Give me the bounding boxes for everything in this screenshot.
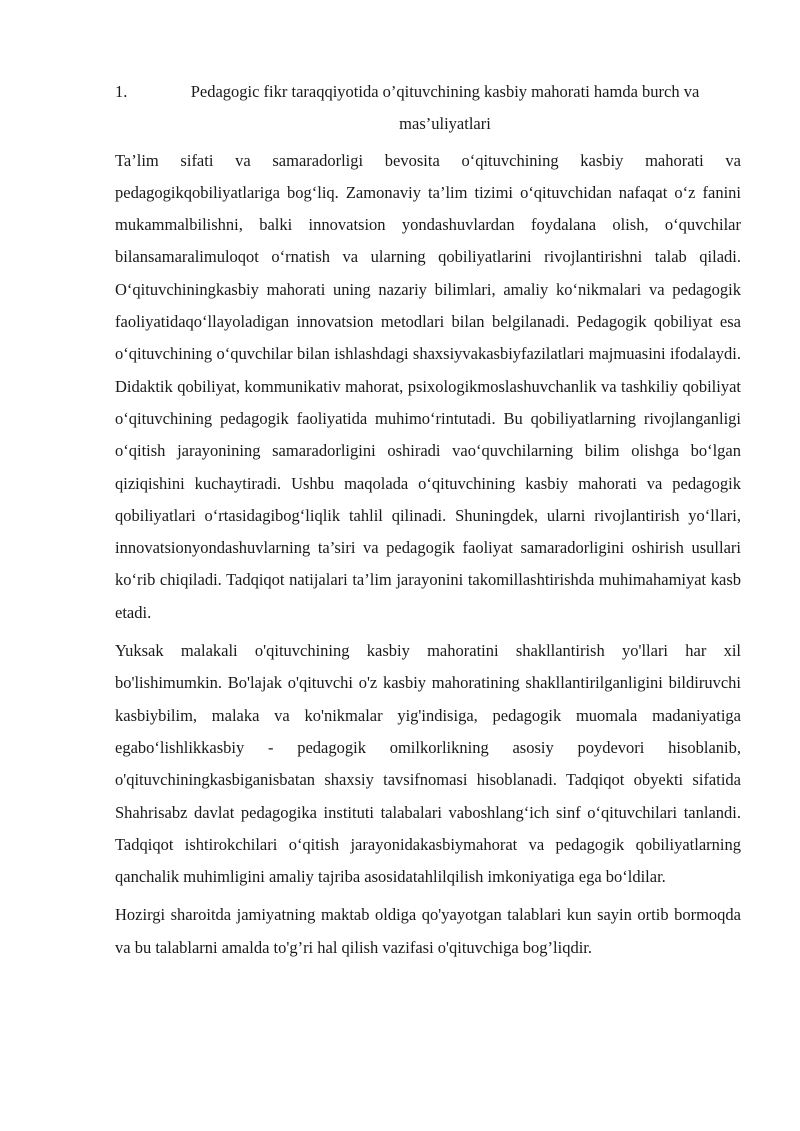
paragraph-3: Hozirgi sharoitda jamiyatning maktab oldiga qo'yayotgan talablari kun sayin ortib bormoqda va bu talablarni amalda to'g’ri hal qilish vazifasi o'qituvchiga bog’liqdir. xyxy=(115,905,741,957)
paragraph-2: Yuksak malakali o'qituvchining kasbiy mahoratini shakllantirish yo'llari har xil bo'lishimumkin. Bo'lajak o'qituvchi o'z kasbiy mahoratining shakllantirilganligini bildiruvchi kasbiybilim, malaka va ko'nikmalar yig'indisiga, pedagogik muomala madaniyatiga egabo‘lishlikkasbiy - pedagogik omilkorlikning asosiy poydevori hisoblanib, o'qituvchiningkasbiganisbatan shaxsiy tavsifnomasi hisoblanadi. Tadqiqot obyekti sifatida Shahrisabz davlat pedagogika instituti talabalari vaboshlang‘ich sinf o‘qituvchilari tanlandi. Tadqiqot ishtirokchilari o‘qitish jarayonidakasbiymahorat va pedagogik qobiliyatlarning qanchalik muhimligini amaliy tajriba asosidatahlilqilish imkoniyatiga ega bo‘ldilar. xyxy=(115,641,741,887)
paragraph-1: Ta’lim sifati va samaradorligi bevosita o‘qituvchining kasbiy mahorati va pedagogikqobiliyatlariga bog‘liq. Zamonaviy ta’lim tizimi o‘qituvchidan nafaqat o‘z fanini mukammalbilishni, balki innovatsion yondashuvlardan foydalana olish, o‘quvchilar bilansamaralimuloqot o‘rnatish va ularning qobiliyatlarini rivojlantirishni talab qiladi. O‘qituvchiningkasbiy mahorati uning nazariy bilimlari, amaliy ko‘nikmalari va pedagogik faoliyatidaqo‘llayoladigan innovatsion metodlari bilan belgilanadi. Pedagogik qobiliyat esa o‘qituvchining o‘quvchilar bilan ishlashdagi shaxsiyvakasbiyfazilatlari majmuasini ifodalaydi. Didaktik qobiliyat, kommunikativ mahorat, psixologikmoslashuvchanlik va tashkiliy qobiliyat o‘qituvchining pedagogik faoliyatida muhimo‘rintutadi. Bu qobiliyatlarning rivojlanganligi o‘qitish jarayonining samaradorligini oshiradi vao‘quvchilarning bilim olishga bo‘lgan qiziqishini kuchaytiradi. Ushbu maqolada o‘qituvchining kasbiy mahorati va pedagogik qobiliyatlari o‘rtasidagibog‘liqlik tahlil qilinadi. Shuningdek, ularni rivojlantirish yo‘llari, innovatsionyondashuvlarning ta’siri va pedagogik faoliyat samaradorligini oshirish usullari ko‘rib chiqiladi. Tadqiqot natijalari ta’lim jarayonini takomillashtirishda muhimahamiyat kasb etadi. xyxy=(115,150,741,622)
section-number: 1. xyxy=(115,82,128,101)
section-heading xyxy=(115,76,741,141)
section-title: Pedagogic fikr taraqqiyotida o’qituvchining kasbiy mahorati hamda burch va mas’uliyatlari xyxy=(190,82,700,134)
document-body xyxy=(115,76,741,970)
